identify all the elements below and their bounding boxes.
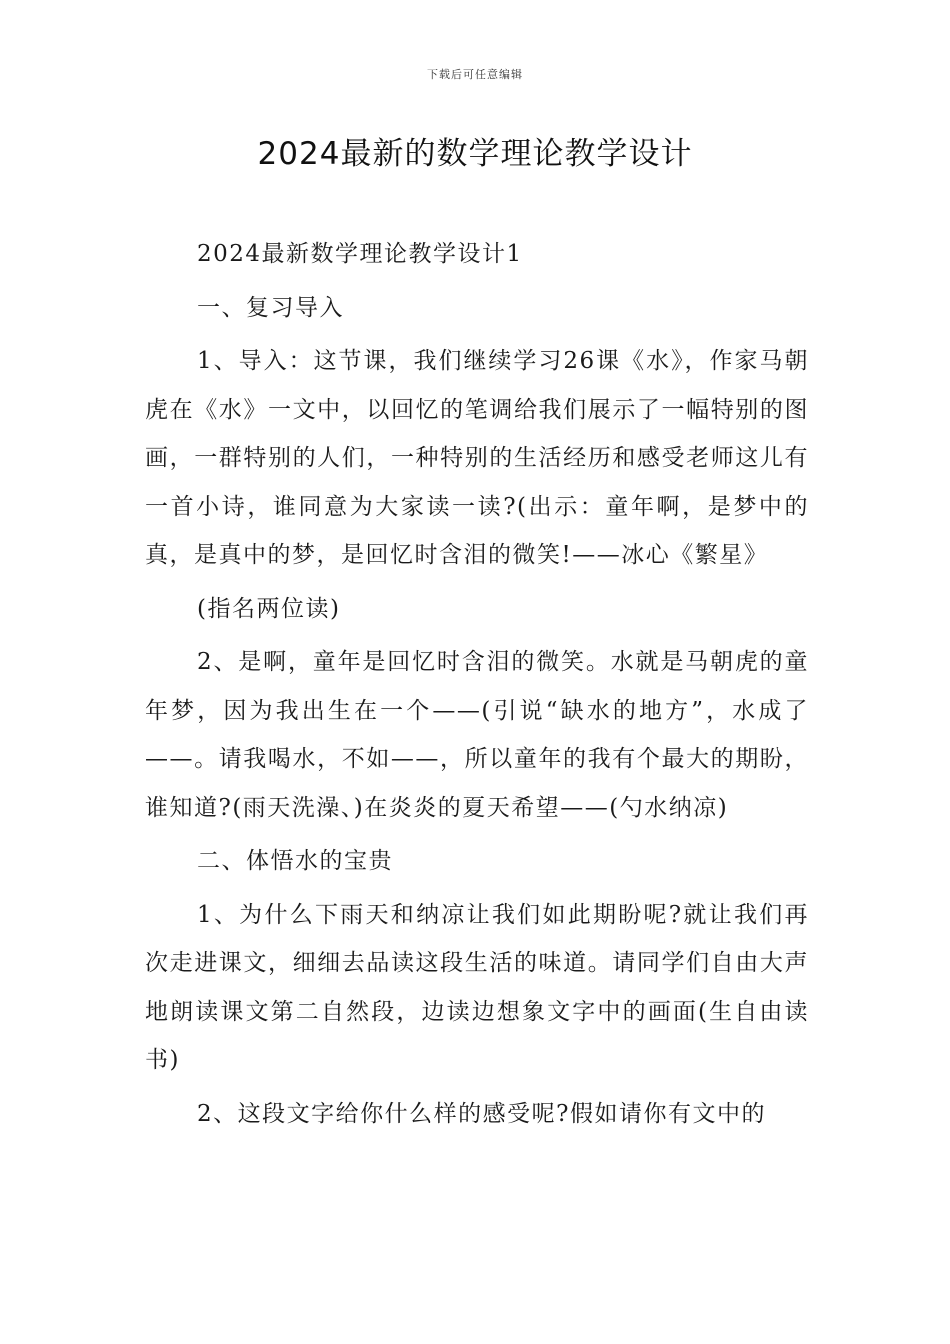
subtitle-paragraph: 2024最新数学理论教学设计1 (197, 241, 523, 267)
document-body (145, 230, 809, 1143)
section-heading-review: 一、复习导入 (197, 294, 344, 321)
paragraph-reading: 1、为什么下雨天和纳凉让我们如此期盼呢?就让我们再次走进课文，细细去品读这段生活的味道。请同学们自由大声地朗读课文第二自然段，边读边想象文字中的画面(生自由读书) (145, 901, 809, 1073)
header-note: 下载后可任意编辑 (427, 68, 523, 81)
paragraph-feeling: 2、这段文字给你什么样的感受呢?假如请你有文中的 (197, 1100, 766, 1127)
section-heading-water: 二、体悟水的宝贵 (197, 848, 393, 874)
paragraph-dream: 2、是啊，童年是回忆时含泪的微笑。水就是马朝虎的童年梦，因为我出生在一个——(引说“缺水的地方”，水成了——。请我喝水，不如——，所以童年的我有个最大的期盼，谁知道?(雨天洗澡、)在炎炎的夏天希望——(勺水纳凉) (145, 649, 809, 821)
document-title: 2024最新的数学理论教学设计 (257, 136, 693, 172)
paragraph-note: (指名两位读) (197, 595, 341, 622)
paragraph-intro: 1、导入：这节课，我们继续学习26课《水》，作家马朝虎在《水》一文中，以回忆的笔调给我们展示了一幅特别的图画，一群特别的人们，一种特别的生活经历和感受老师这儿有一首小诗，谁同意为大家读一读?(出示：童年啊，是梦中的真，是真中的梦，是回忆时含泪的微笑!——冰心《繁星》 (145, 348, 809, 568)
